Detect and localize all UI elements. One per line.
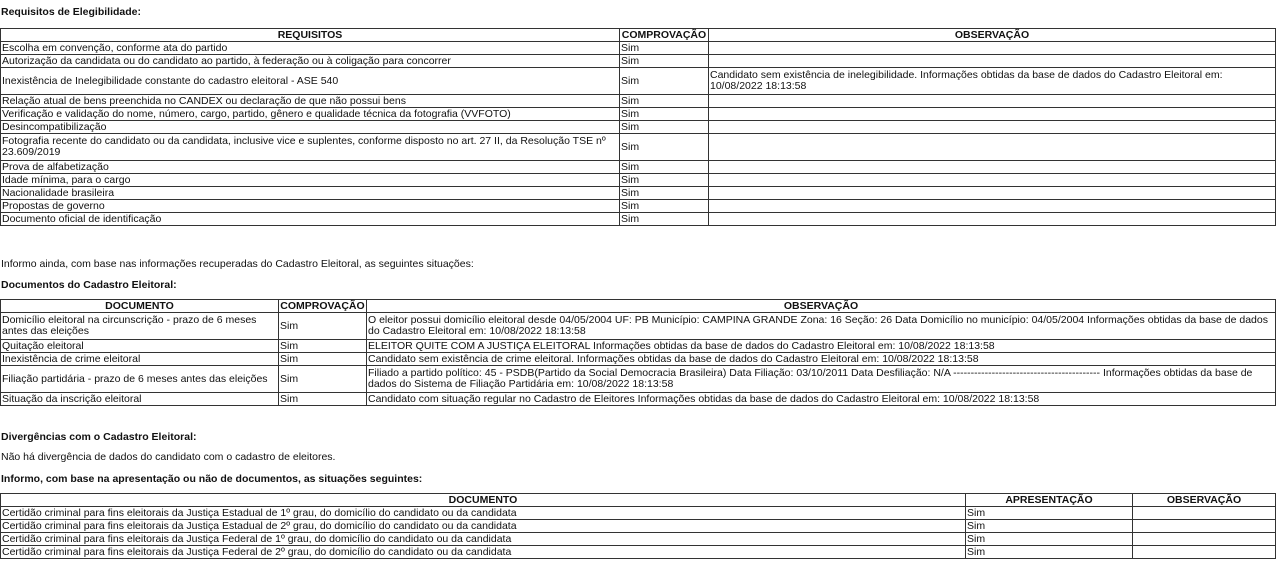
column-header-documento: DOCUMENTO [1, 494, 966, 507]
observacao-cell [709, 55, 1276, 68]
observacao-cell: O eleitor possui domicílio eleitoral desde 04/05/2004 UF: PB Município: CAMPINA GRANDE Zona: 16 Seção: 26 Data Domicílio no município: 04/05/2004 Informações obtidas da base de dados do Cadastro Eleitoral em: 10/08/2022 18:13:58 [367, 313, 1276, 340]
table-row [1, 533, 1276, 546]
apresentacao-title: Informo, com base na apresentação ou não de documentos, as situações seguintes: [1, 473, 423, 485]
observacao-cell [709, 213, 1276, 226]
observacao-cell [709, 95, 1276, 108]
table-row [1, 507, 1276, 520]
comprovacao-cell: Sim [620, 108, 709, 121]
comprovacao-cell: Sim [279, 366, 367, 393]
apresentacao-cell: Sim [966, 507, 1133, 520]
requisito-cell: Documento oficial de identificação [1, 213, 620, 226]
documento-cell: Certidão criminal para fins eleitorais da Justiça Estadual de 2º grau, do domicílio do candidato ou da candidata [1, 520, 966, 533]
comprovacao-cell: Sim [620, 187, 709, 200]
requisito-cell: Relação atual de bens preenchida no CANDEX ou declaração de que não possui bens [1, 95, 620, 108]
requisito-cell: Idade mínima, para o cargo [1, 174, 620, 187]
table-row [1, 121, 1276, 134]
comprovacao-cell: Sim [620, 213, 709, 226]
apresentacao-cell: Sim [966, 520, 1133, 533]
requisito-cell: Inexistência de Inelegibilidade constante do cadastro eleitoral - ASE 540 [1, 68, 620, 95]
comprovacao-cell: Sim [620, 55, 709, 68]
info-paragraph: Informo ainda, com base nas informações recuperadas do Cadastro Eleitoral, as seguintes situações: [1, 258, 474, 270]
comprovacao-cell: Sim [620, 95, 709, 108]
table-row [1, 520, 1276, 533]
requisito-cell: Autorização da candidata ou do candidato ao partido, à federação ou à coligação para concorrer [1, 55, 620, 68]
observacao-cell [709, 134, 1276, 161]
observacao-cell [709, 174, 1276, 187]
observacao-cell: Candidato sem existência de crime eleitoral. Informações obtidas da base de dados do Cadastro Eleitoral em: 10/08/2022 18:13:58 [367, 353, 1276, 366]
observacao-cell [709, 108, 1276, 121]
observacao-cell [709, 42, 1276, 55]
table-row [1, 366, 1276, 393]
column-header-comprovacao: COMPROVAÇÃO [280, 299, 365, 312]
comprovacao-cell: Sim [279, 353, 367, 366]
requisito-cell: Prova de alfabetização [1, 161, 620, 174]
documento-cell: Certidão criminal para fins eleitorais da Justiça Estadual de 1º grau, do domicílio do candidato ou da candidata [1, 507, 966, 520]
observacao-cell [709, 121, 1276, 134]
observacao-cell [1133, 520, 1276, 533]
table-row [1, 353, 1276, 366]
column-header-observacao: OBSERVAÇÃO [367, 300, 1276, 313]
observacao-cell [1133, 546, 1276, 559]
requisito-cell: Verificação e validação do nome, número, cargo, partido, gênero e qualidade técnica da fotografia (VVFOTO) [1, 108, 620, 121]
observacao-cell: Candidato sem existência de inelegibilidade. Informações obtidas da base de dados do Cadastro Eleitoral em: 10/08/2022 18:13:58 [709, 68, 1276, 95]
table-row [1, 187, 1276, 200]
requisitos-table [0, 28, 1276, 226]
table-row [1, 213, 1276, 226]
table-header-row [1, 494, 1276, 507]
table-row [1, 161, 1276, 174]
comprovacao-cell: Sim [620, 121, 709, 134]
observacao-cell [709, 161, 1276, 174]
comprovacao-cell: Sim [620, 200, 709, 213]
observacao-cell [709, 200, 1276, 213]
documento-cell: Situação da inscrição eleitoral [1, 393, 279, 406]
table-header-row [1, 300, 1276, 313]
requisitos-title: Requisitos de Elegibilidade: [1, 6, 142, 18]
apresentacao-cell: Sim [966, 533, 1133, 546]
column-header-observacao: OBSERVAÇÃO [1133, 494, 1276, 507]
divergencias-title: Divergências com o Cadastro Eleitoral: [1, 431, 197, 443]
column-header-comprovacao: COMPROVAÇÃO [620, 29, 709, 42]
documento-cell: Filiação partidária - prazo de 6 meses antes das eleições [1, 366, 279, 393]
table-row [1, 134, 1276, 161]
table-row [1, 108, 1276, 121]
requisito-cell: Propostas de governo [1, 200, 620, 213]
table-row [1, 174, 1276, 187]
table-row [1, 42, 1276, 55]
requisito-cell: Fotografia recente do candidato ou da candidata, inclusive vice e suplentes, conforme disposto no art. 27 II, da Resolução TSE nº 23.609/2019 [1, 134, 620, 161]
table-row [1, 68, 1276, 95]
divergencias-paragraph: Não há divergência de dados do candidato com o cadastro de eleitores. [1, 451, 336, 463]
documento-cell: Domicílio eleitoral na circunscrição - prazo de 6 meses antes das eleições [1, 313, 279, 340]
table-row [1, 313, 1276, 340]
column-header-requisitos: REQUISITOS [1, 29, 620, 42]
observacao-cell: Filiado a partido político: 45 - PSDB(Partido da Social Democracia Brasileira) Data Filiação: 03/10/2011 Data Desfiliação: N/A ------------------------------------------ Informações obtidas da base de dados do Sistema de Filiação Partidária em: 10/08/2022 18:13:58 [367, 366, 1276, 393]
table-header-row [1, 29, 1276, 42]
observacao-cell [1133, 533, 1276, 546]
documento-cell: Certidão criminal para fins eleitorais da Justiça Federal de 2º grau, do domicílio do candidato ou da candidata [1, 546, 966, 559]
column-header-apresentacao: APRESENTAÇÃO [966, 494, 1133, 507]
table-row [1, 200, 1276, 213]
column-header-observacao: OBSERVAÇÃO [709, 29, 1276, 42]
documento-cell: Certidão criminal para fins eleitorais da Justiça Federal de 1º grau, do domicílio do candidato ou da candidata [1, 533, 966, 546]
table-row [1, 95, 1276, 108]
comprovacao-cell: Sim [620, 174, 709, 187]
observacao-cell [709, 187, 1276, 200]
comprovacao-cell: Sim [620, 161, 709, 174]
column-header-documento: DOCUMENTO [1, 300, 279, 313]
requisito-cell: Escolha em convenção, conforme ata do partido [1, 42, 620, 55]
requisito-cell: Nacionalidade brasileira [1, 187, 620, 200]
comprovacao-cell: Sim [620, 134, 709, 161]
documento-cell: Quitação eleitoral [1, 340, 279, 353]
documentos-title: Documentos do Cadastro Eleitoral: [1, 279, 177, 291]
apresentacao-table [0, 493, 1276, 559]
documento-cell: Inexistência de crime eleitoral [1, 353, 279, 366]
table-row [1, 393, 1276, 406]
comprovacao-cell: Sim [279, 340, 367, 353]
observacao-cell: Candidato com situação regular no Cadastro de Eleitores Informações obtidas da base de dados do Cadastro Eleitoral em: 10/08/2022 18:13:58 [367, 393, 1276, 406]
comprovacao-cell: Sim [279, 313, 367, 340]
requisito-cell: Desincompatibilização [1, 121, 620, 134]
observacao-cell: ELEITOR QUITE COM A JUSTIÇA ELEITORAL Informações obtidas da base de dados do Cadastro Eleitoral em: 10/08/2022 18:13:58 [367, 340, 1276, 353]
table-row [1, 55, 1276, 68]
comprovacao-cell: Sim [620, 68, 709, 95]
apresentacao-cell: Sim [966, 546, 1133, 559]
comprovacao-cell: Sim [279, 393, 367, 406]
table-row [1, 340, 1276, 353]
comprovacao-cell: Sim [620, 42, 709, 55]
table-row [1, 546, 1276, 559]
observacao-cell [1133, 507, 1276, 520]
documentos-table [0, 299, 1276, 406]
